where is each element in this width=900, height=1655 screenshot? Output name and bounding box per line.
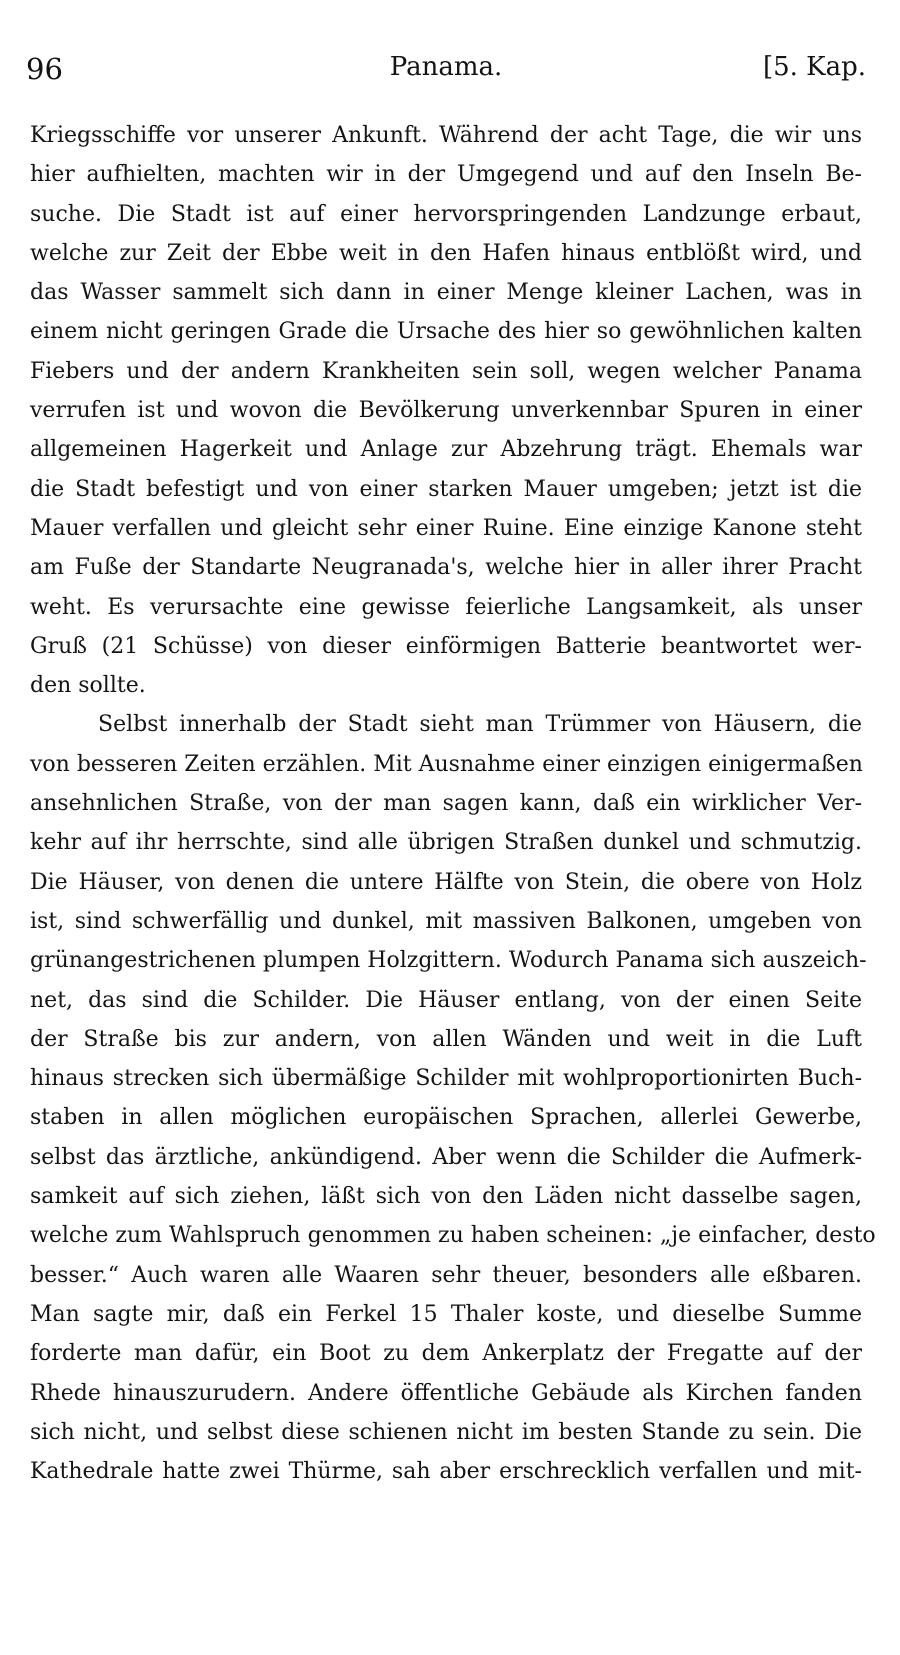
text-line: am Fuße der Standarte Neugranada's, welche hier in aller ihrer Pracht: [30, 555, 862, 581]
body-text: [30, 116, 876, 1491]
text-line: den sollte.: [30, 673, 146, 699]
text-line: kehr auf ihr herrschte, sind alle übrigen Straßen dunkel und schmutzig.: [30, 830, 862, 856]
text-line: samkeit auf sich ziehen, läßt sich von den Läden nicht dasselbe sagen,: [30, 1184, 862, 1210]
text-line: selbst das ärztliche, ankündigend. Aber wenn die Schilder die Aufmerk-: [30, 1144, 862, 1170]
text-line: welche zum Wahlspruch genommen zu haben scheinen: „je einfacher, desto: [30, 1223, 876, 1249]
text-line: von besseren Zeiten erzählen. Mit Ausnahme einer einzigen einigermaßen: [30, 751, 863, 777]
text-line: hinaus strecken sich übermäßige Schilder mit wohlproportionirten Buch-: [30, 1066, 862, 1092]
text-line: Rhede hinauszurudern. Andere öffentliche Gebäude als Kirchen fanden: [30, 1380, 862, 1406]
page-number: 96: [26, 52, 63, 86]
text-line: Man sagte mir, daß ein Ferkel 15 Thaler koste, und dieselbe Summe: [30, 1301, 862, 1327]
text-line: die Stadt befestigt und von einer starken Mauer umgeben; jetzt ist die: [30, 476, 862, 502]
text-line: staben in allen möglichen europäischen Sprachen, allerlei Gewerbe,: [30, 1105, 862, 1131]
paragraph-1: [30, 116, 862, 705]
text-line: Mauer verfallen und gleicht sehr einer Ruine. Eine einzige Kanone steht: [30, 515, 862, 541]
text-line: Fiebers und der andern Krankheiten sein soll, wegen welcher Panama: [30, 358, 862, 384]
text-line: ansehnlichen Straße, von der man sagen kann, daß ein wirklicher Ver-: [30, 791, 862, 817]
page-header: [26, 52, 866, 92]
text-line: weht. Es verursachte eine gewisse feierliche Langsamkeit, als unser: [30, 594, 862, 620]
text-line: welche zur Zeit der Ebbe weit in den Hafen hinaus entblößt wird, und: [30, 240, 862, 266]
paragraph-2: [30, 705, 876, 1491]
text-line: ist, sind schwerfällig und dunkel, mit massiven Balkonen, umgeben von: [30, 908, 862, 934]
text-line: net, das sind die Schilder. Die Häuser entlang, von der einen Seite: [30, 987, 862, 1013]
text-line: verrufen ist und wovon die Bevölkerung unverkennbar Spuren in einer: [30, 398, 862, 424]
text-line: Selbst innerhalb der Stadt sieht man Trümmer von Häusern, die: [98, 712, 862, 738]
text-line: grünangestrichenen plumpen Holzgittern. Wodurch Panama sich auszeich-: [30, 948, 867, 974]
text-line: suche. Die Stadt ist auf einer hervorspringenden Landzunge erbaut,: [30, 201, 862, 227]
text-line: hier aufhielten, machten wir in der Umgegend und auf den Inseln Be-: [30, 162, 862, 188]
text-line: besser.“ Auch waren alle Waaren sehr theuer, besonders alle eßbaren.: [30, 1262, 862, 1288]
text-line: das Wasser sammelt sich dann in einer Menge kleiner Lachen, was in: [30, 280, 862, 306]
text-line: Gruß (21 Schüsse) von dieser einförmigen Batterie beantwortet wer-: [30, 633, 862, 659]
text-line: Kathedrale hatte zwei Thürme, sah aber erschrecklich verfallen und mit-: [30, 1459, 862, 1485]
text-line: sich nicht, und selbst diese schienen nicht im besten Stande zu sein. Die: [30, 1419, 862, 1445]
running-title: Panama.: [389, 52, 503, 82]
text-line: allgemeinen Hagerkeit und Anlage zur Abzehrung trägt. Ehemals war: [30, 437, 862, 463]
chapter-marker: [5. Kap.: [762, 52, 866, 82]
text-line: der Straße bis zur andern, von allen Wänden und weit in die Luft: [30, 1026, 862, 1052]
text-line: einem nicht geringen Grade die Ursache des hier so gewöhnlichen kalten: [30, 319, 862, 345]
text-line: forderte man dafür, ein Boot zu dem Ankerplatz der Fregatte auf der: [30, 1341, 862, 1367]
text-line: Die Häuser, von denen die untere Hälfte von Stein, die obere von Holz: [30, 869, 862, 895]
text-line: Kriegsschiffe vor unserer Ankunft. Während der acht Tage, die wir uns: [30, 123, 862, 148]
